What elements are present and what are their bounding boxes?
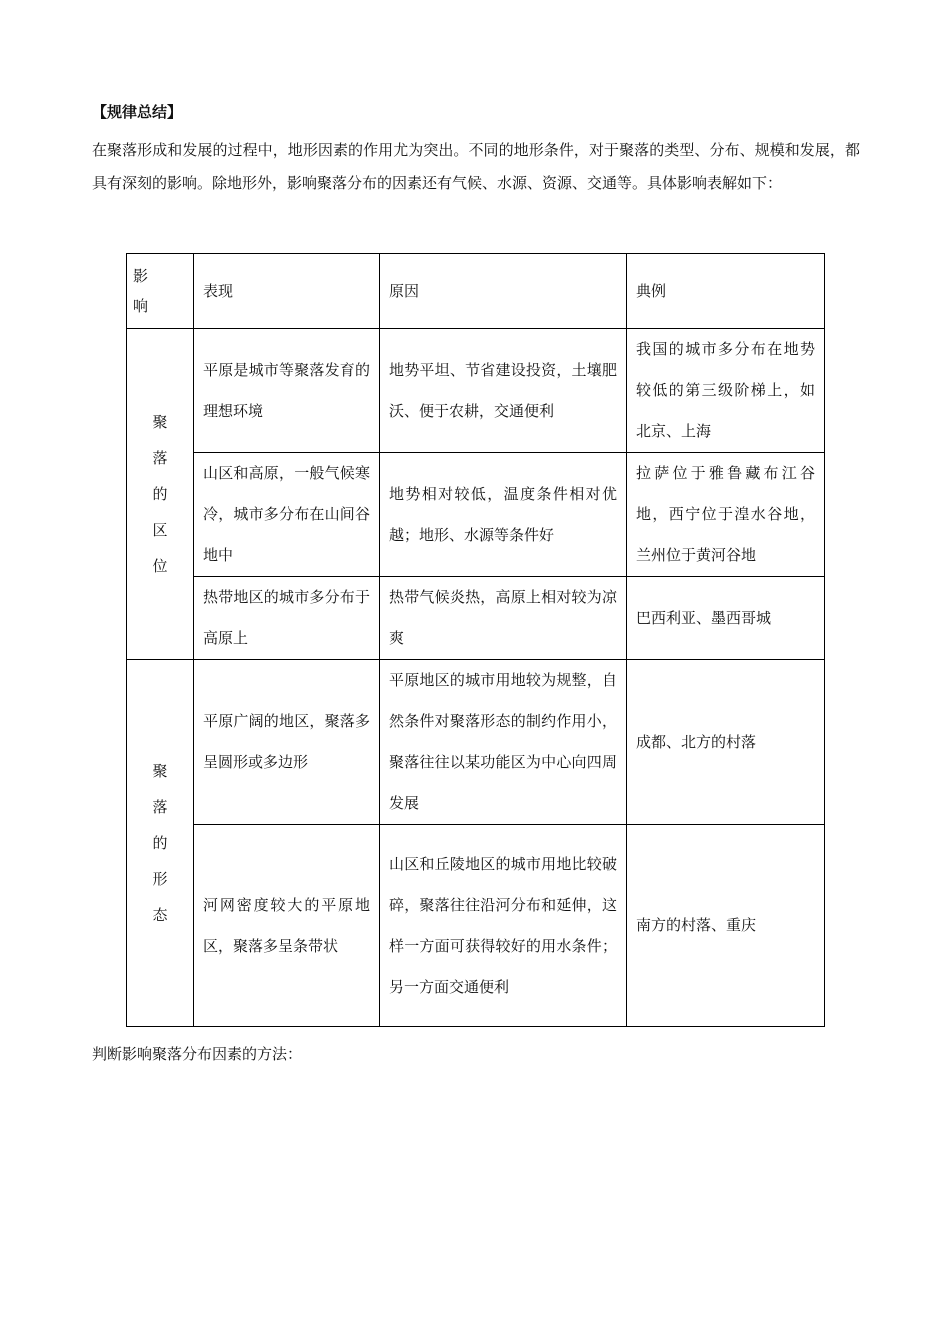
table-row <box>127 577 825 660</box>
cell-performance: 热带地区的城市多分布于高原上 <box>194 577 380 660</box>
section-heading: 【规律总结】 <box>92 103 183 121</box>
cell-performance: 山区和高原，一般气候寒冷，城市多分布在山间谷地中 <box>194 453 380 577</box>
cell-reason: 热带气候炎热，高原上相对较为凉爽 <box>380 577 627 660</box>
table-row <box>127 453 825 577</box>
cell-example: 巴西利亚、墨西哥城 <box>627 577 825 660</box>
cell-example: 我国的城市多分布在地势较低的第三级阶梯上，如北京、上海 <box>627 329 825 453</box>
cell-reason: 平原地区的城市用地较为规整，自然条件对聚落形态的制约作用小，聚落往往以某功能区为中心向四周发展 <box>380 660 627 825</box>
header-performance: 表现 <box>194 254 380 329</box>
method-heading: 判断影响聚落分布因素的方法： <box>92 1045 303 1063</box>
category-form: 聚落的形态 <box>127 660 194 1027</box>
intro-paragraph: 在聚落形成和发展的过程中，地形因素的作用尤为突出。不同的地形条件，对于聚落的类型、分布、规模和发展，都具有深刻的影响。除地形外，影响聚落分布的因素还有气候、水源、资源、交通等。具体影响表解如下： <box>92 141 860 192</box>
settlement-factors-table <box>126 253 825 1027</box>
cell-example: 拉萨位于雅鲁藏布江谷地，西宁位于湟水谷地，兰州位于黄河谷地 <box>627 453 825 577</box>
header-influence: 影响 <box>127 254 194 329</box>
cell-reason: 地势相对较低，温度条件相对优越；地形、水源等条件好 <box>380 453 627 577</box>
table-row <box>127 329 825 453</box>
cell-performance: 河网密度较大的平原地区，聚落多呈条带状 <box>194 825 380 1027</box>
header-example: 典例 <box>627 254 825 329</box>
cell-reason: 山区和丘陵地区的城市用地比较破碎，聚落往往沿河分布和延伸，这样一方面可获得较好的用水条件；另一方面交通便利 <box>380 825 627 1027</box>
table-row <box>127 660 825 825</box>
cell-reason: 地势平坦、节省建设投资，土壤肥沃、便于农耕，交通便利 <box>380 329 627 453</box>
category-location: 聚落的区位 <box>127 329 194 660</box>
table-row <box>127 825 825 1027</box>
cell-performance: 平原是城市等聚落发育的理想环境 <box>194 329 380 453</box>
cell-performance: 平原广阔的地区，聚落多呈圆形或多边形 <box>194 660 380 825</box>
header-reason: 原因 <box>380 254 627 329</box>
cell-example: 南方的村落、重庆 <box>627 825 825 1027</box>
table-header-row <box>127 254 825 329</box>
cell-example: 成都、北方的村落 <box>627 660 825 825</box>
